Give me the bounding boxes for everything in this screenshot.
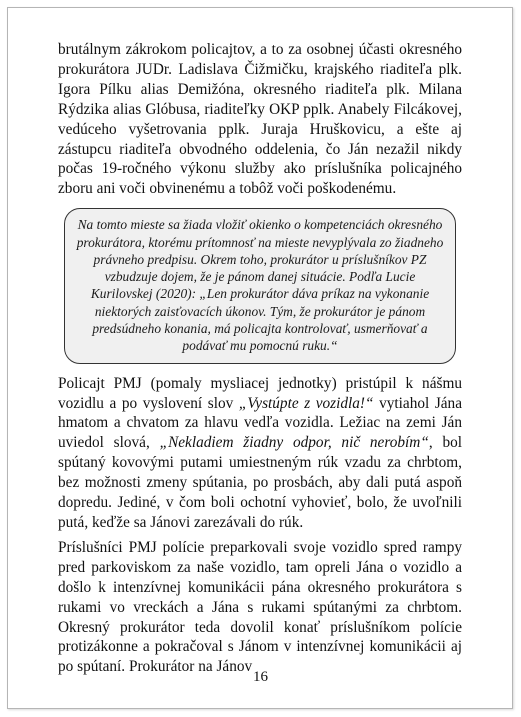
paragraph-1: brutálnym zákrokom policajtov, a to za osobnej účasti okresného prokurátora JUDr. Ladislava Čižmičku, krajského riaditeľa plk. Igora Pílku alias Demižóna, okresného riaditeľa plk. Milana Rýdzika alias Glóbusa, riaditeľky OKP pplk. Anabely Filcákovej, vedúceho vyšetrovania pplk. Juraja Hruškovicu, a ešte aj zástupcu riaditeľa obvodného oddelenia, čo Ján nezažil nikdy počas 19-ročného výkonu služby ako príslušníka policajného zboru ani voči obvinenému a tobôž voči poškodenému. xyxy=(58,41,462,198)
quote-vystupte: „Vystúpte z vozidla!“ xyxy=(238,394,374,412)
callout-box: Na tomto mieste sa žiada vložiť okienko o kompetenciách okresného prokurátora, ktorému prítomnosť na mieste nevyplývala zo žiadneho právneho predpisu. Okrem toho, prokurátor u príslušníkov PZ vzbudzuje dojem, že je pánom danej situácie. Podľa Lucie Kurilovskej (2020): „Len prokurátor dáva príkaz na vykonanie niektorých zaisťovacích úkonov. Tým, že prokurátor je pánom predsúdneho konania, má policajta kontrolovať, usmerňovať a podávať mu pomocnú ruku.“ xyxy=(64,208,456,363)
paragraph-2 xyxy=(58,374,462,533)
page-content xyxy=(58,40,462,677)
quote-nekladiem: „Nekladiem žiadny odpor, nič nerobím“ xyxy=(159,434,429,452)
paragraph-2-text-2: vytiahol Jána hmatom a chvatom za hlavu vedľa vozidla. Ležiac na zemi Ján uviedol slová, xyxy=(58,394,463,452)
paragraph-2-text-1: Policajt PMJ (pomaly mysliacej jednotky) pristúpil k nášmu vozidlu a po vyslovení slov xyxy=(58,374,462,412)
paragraph-2-text-3: , bol spútaný kovovými putami umiestneným rúk vzadu za chrbtom, bez možnosti zmeny spútania, po prosbách, aby dali putá aspoň dopredu. Jediné, v čom boli ochotní vyhovieť, bolo, že uvoľnili putá, keďže sa Jánovi zarezávali do rúk. xyxy=(58,434,462,531)
page-number: 16 xyxy=(253,669,268,685)
paragraph-3: Príslušníci PMJ polície preparkovali svoje vozidlo spred rampy pred parkoviskom za naše vozidlo, tam opreli Jána o vozidlo a došlo k intenzívnej komunikácii pána okresného prokurátora s rukami vo vreckách a Jána s rukami spútanými za chrbtom. Okresný prokurátor teda dovolil konať príslušníkom polície protizákonne a pokračoval s Jánom v intenzívnej komunikácii aj po spútaní. Prokurátor na Jánov xyxy=(58,538,462,676)
